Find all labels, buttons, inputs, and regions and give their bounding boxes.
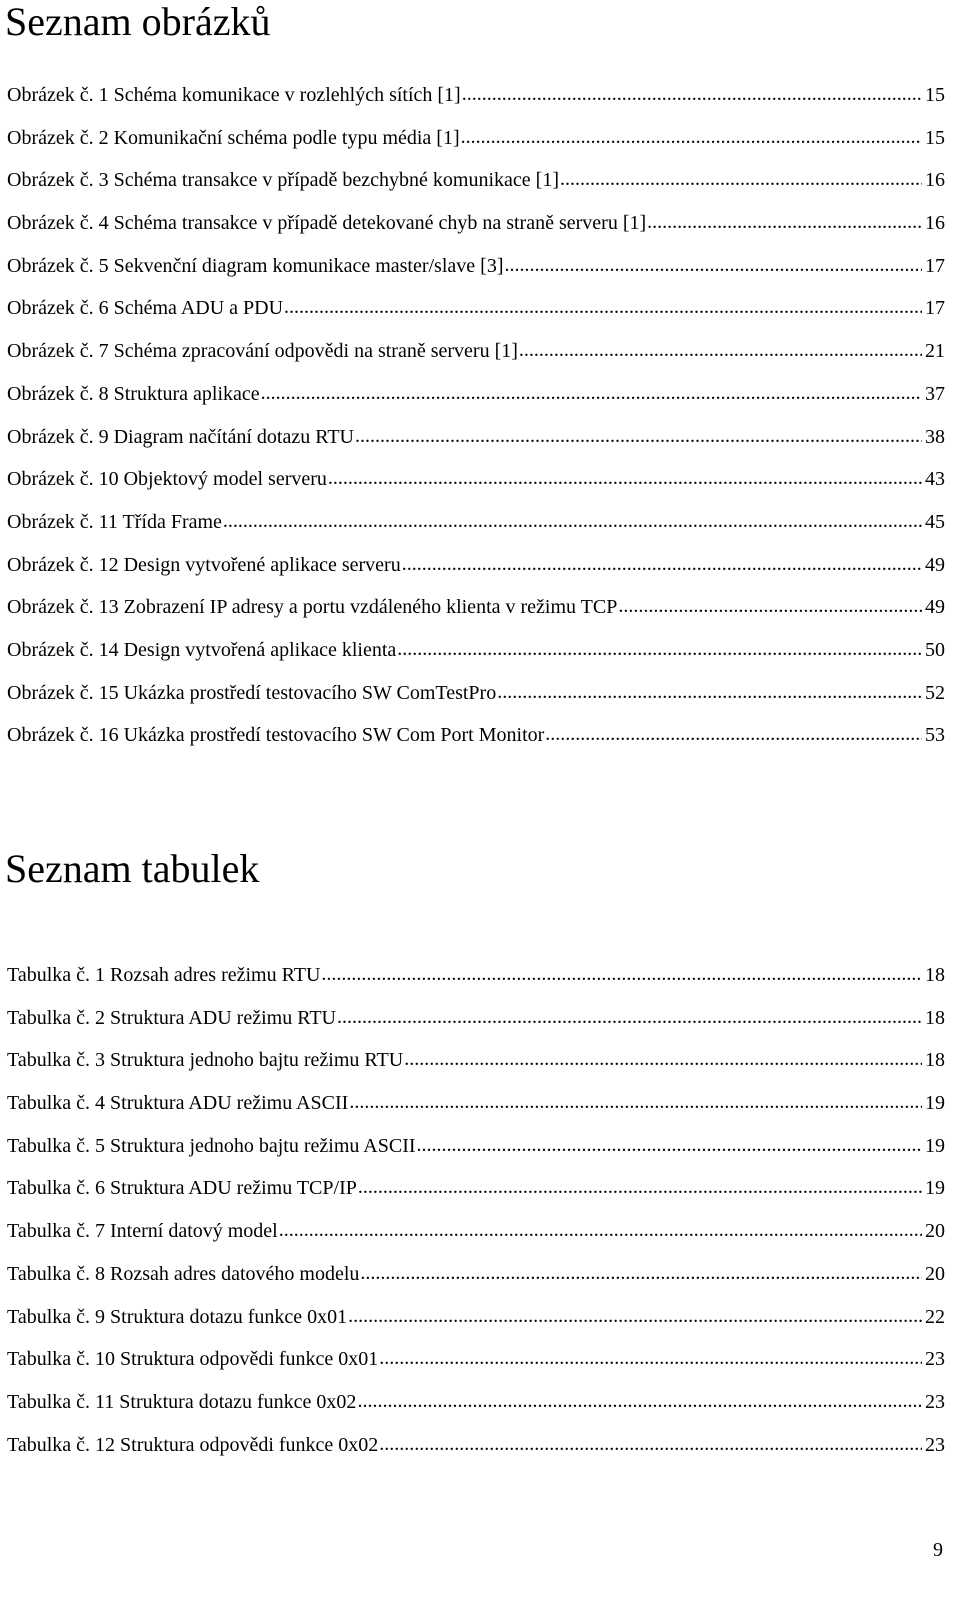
table-entry[interactable] (7, 1304, 945, 1347)
figure-entry-label: Obrázek č. 16 Ukázka prostředí testovacího SW Com Port Monitor (7, 724, 545, 747)
dot-leader (349, 1089, 922, 1115)
table-entry-label: Tabulka č. 3 Struktura jednoho bajtu režimu RTU (7, 1049, 404, 1072)
figure-entry-page: 45 (925, 510, 945, 533)
list-of-tables (7, 962, 945, 1474)
figure-entry-label: Obrázek č. 2 Komunikační schéma podle typu média [1] (7, 126, 460, 149)
table-entry[interactable] (7, 1005, 945, 1048)
dot-leader (504, 252, 922, 278)
dot-leader (360, 1260, 922, 1286)
figure-entry[interactable] (7, 509, 945, 552)
figure-entry[interactable] (7, 253, 945, 296)
figure-entry-page: 16 (925, 169, 945, 192)
list-of-figures (7, 82, 945, 765)
figure-entry[interactable] (7, 210, 945, 253)
table-entry-label: Tabulka č. 7 Interní datový model (7, 1220, 278, 1243)
table-entry[interactable] (7, 1432, 945, 1475)
dot-leader (397, 636, 922, 662)
figure-entry-page: 17 (925, 297, 945, 320)
table-entry-label: Tabulka č. 1 Rozsah adres režimu RTU (7, 964, 321, 986)
table-entry-label: Tabulka č. 9 Struktura dotazu funkce 0x01 (7, 1305, 348, 1328)
figure-entry-label: Obrázek č. 7 Schéma zpracování odpovědi na straně serveru [1] (7, 340, 518, 363)
dot-leader (379, 1345, 922, 1371)
figure-entry-label: Obrázek č. 4 Schéma transakce v případě detekované chyb na straně serveru [1] (7, 212, 647, 235)
figure-entry-label: Obrázek č. 5 Sekvenční diagram komunikace master/slave [3] (7, 254, 504, 277)
figure-entry[interactable] (7, 722, 945, 765)
dot-leader (647, 209, 922, 235)
dot-leader (417, 1132, 922, 1158)
table-entry-label: Tabulka č. 12 Struktura odpovědi funkce 0x02 (7, 1433, 379, 1456)
table-entry-page: 23 (925, 1390, 945, 1413)
figure-entry-label: Obrázek č. 8 Struktura aplikace (7, 382, 260, 405)
table-entry-label: Tabulka č. 8 Rozsah adres datového modelu (7, 1262, 360, 1285)
table-entry-page: 18 (925, 964, 945, 986)
page-number: 9 (933, 1539, 943, 1561)
figure-entry-page: 21 (925, 340, 945, 363)
dot-leader (357, 1388, 922, 1414)
dot-leader (519, 337, 922, 363)
table-entry-label: Tabulka č. 5 Struktura jednoho bajtu režimu ASCII (7, 1134, 416, 1157)
figure-entry-page: 37 (925, 382, 945, 405)
table-entry-page: 20 (925, 1220, 945, 1243)
figure-entry-label: Obrázek č. 14 Design vytvořená aplikace klienta (7, 638, 397, 661)
table-entry-label: Tabulka č. 6 Struktura ADU režimu TCP/IP (7, 1177, 357, 1200)
figure-entry[interactable] (7, 167, 945, 210)
figure-entry-page: 50 (925, 638, 945, 661)
table-entry-page: 18 (925, 1049, 945, 1072)
table-entry[interactable] (7, 1218, 945, 1261)
table-entry[interactable] (7, 1133, 945, 1176)
dot-leader (379, 1431, 922, 1457)
figure-entry-label: Obrázek č. 6 Schéma ADU a PDU (7, 297, 284, 320)
figure-entry-label: Obrázek č. 15 Ukázka prostředí testovacího SW ComTestPro (7, 681, 497, 704)
dot-leader (461, 124, 922, 150)
table-entry-page: 19 (925, 1092, 945, 1115)
figure-entry-page: 53 (925, 724, 945, 747)
figure-entry-label: Obrázek č. 3 Schéma transakce v případě bezchybné komunikace [1] (7, 169, 559, 192)
figure-entry[interactable] (7, 637, 945, 680)
dot-leader (328, 465, 922, 491)
dot-leader (279, 1217, 922, 1243)
table-entry-page: 22 (925, 1305, 945, 1328)
figure-entry-label: Obrázek č. 12 Design vytvořené aplikace serveru (7, 553, 401, 576)
list-of-tables-heading: Seznam tabulek (5, 846, 260, 891)
figure-entry-page: 38 (925, 425, 945, 448)
table-entry[interactable] (7, 1261, 945, 1304)
table-entry-page: 20 (925, 1262, 945, 1285)
dot-leader (223, 508, 922, 534)
figure-entry-page: 52 (925, 681, 945, 704)
figure-entry[interactable] (7, 552, 945, 595)
table-entry[interactable] (7, 1389, 945, 1432)
dot-leader (355, 423, 922, 449)
figure-entry-page: 49 (925, 596, 945, 619)
table-entry-page: 19 (925, 1177, 945, 1200)
figure-entry-label: Obrázek č. 13 Zobrazení IP adresy a portu vzdáleného klienta v režimu TCP (7, 596, 618, 619)
figure-entry[interactable] (7, 125, 945, 168)
figure-entry-page: 16 (925, 212, 945, 235)
table-entry-label: Tabulka č. 2 Struktura ADU režimu RTU (7, 1006, 336, 1029)
table-entry-page: 23 (925, 1433, 945, 1456)
table-entry[interactable] (7, 1047, 945, 1090)
dot-leader (402, 551, 922, 577)
dot-leader (348, 1303, 922, 1329)
table-entry-label: Tabulka č. 11 Struktura dotazu funkce 0x02 (7, 1390, 357, 1413)
dot-leader (284, 294, 922, 320)
dot-leader (462, 81, 922, 107)
table-entry[interactable] (7, 1346, 945, 1389)
figure-entry[interactable] (7, 466, 945, 509)
table-entry-page: 23 (925, 1348, 945, 1371)
dot-leader (404, 1046, 922, 1072)
table-entry[interactable] (7, 1090, 945, 1133)
figure-entry-label: Obrázek č. 1 Schéma komunikace v rozlehlých sítích [1] (7, 84, 461, 106)
figure-entry-label: Obrázek č. 9 Diagram načítání dotazu RTU (7, 425, 354, 448)
figure-entry[interactable] (7, 295, 945, 338)
figure-entry-page: 15 (925, 126, 945, 149)
dot-leader (358, 1174, 922, 1200)
figure-entry-page: 17 (925, 254, 945, 277)
figure-entry[interactable] (7, 594, 945, 637)
figure-entry-page: 43 (925, 468, 945, 491)
dot-leader (497, 679, 922, 705)
dot-leader (261, 380, 922, 406)
figure-entry-page: 49 (925, 553, 945, 576)
figure-entry[interactable] (7, 381, 945, 424)
list-of-figures-heading: Seznam obrázků (5, 0, 271, 44)
figure-entry-label: Obrázek č. 10 Objektový model serveru (7, 468, 327, 491)
figure-entry[interactable] (7, 338, 945, 381)
figure-entry-page: 15 (925, 84, 945, 106)
table-entry[interactable] (7, 962, 945, 1005)
dot-leader (560, 166, 922, 192)
figure-entry-label: Obrázek č. 11 Třída Frame (7, 510, 222, 533)
figure-entry[interactable] (7, 680, 945, 723)
figure-entry[interactable] (7, 82, 945, 125)
table-entry-page: 18 (925, 1006, 945, 1029)
dot-leader (618, 593, 922, 619)
dot-leader (337, 1004, 922, 1030)
table-entry-label: Tabulka č. 10 Struktura odpovědi funkce 0x01 (7, 1348, 379, 1371)
dot-leader (321, 961, 922, 987)
dot-leader (545, 721, 922, 747)
table-entry-page: 19 (925, 1134, 945, 1157)
table-entry-label: Tabulka č. 4 Struktura ADU režimu ASCII (7, 1092, 349, 1115)
figure-entry[interactable] (7, 424, 945, 467)
table-entry[interactable] (7, 1175, 945, 1218)
